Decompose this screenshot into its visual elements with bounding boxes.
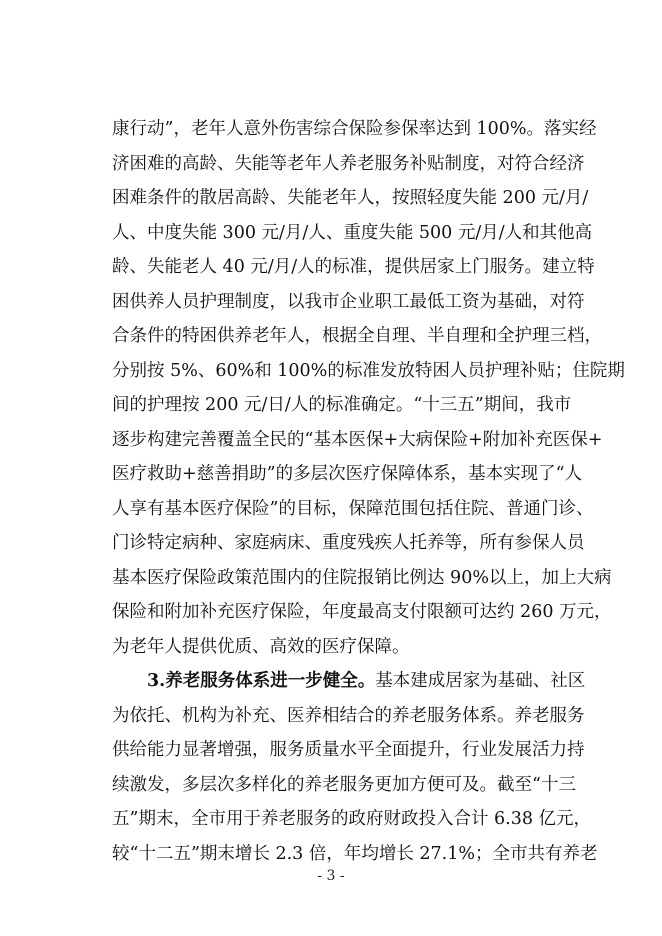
text-line: 供给能力显著增强，服务质量水平全面提升，行业发展活力持: [112, 740, 585, 760]
paragraph-2-first-line: [112, 664, 586, 699]
text-line: 续激发，多层次多样化的养老服务更加方便可及。截至“十三: [112, 774, 576, 795]
text-line: 合条件的特困供养老年人，根据全自理、半自理和全护理三档，: [112, 326, 602, 346]
text-line: 为老年人提供优质、高效的医疗保障。: [112, 636, 410, 657]
text-line: 人享有基本医疗保险”的目标，保障范围包括住院、普通门诊、: [112, 498, 594, 519]
section-heading: 3.养老服务体系进一步健全。: [147, 671, 376, 691]
text-line: 困供养人员护理制度，以我市企业职工最低工资为基础，对符: [112, 291, 585, 312]
text-line: 龄、失能老人 40 元/月/人的标准，提供居家上门服务。建立特: [112, 257, 595, 277]
text-line: 门诊特定病种、家庭病床、重度残疾人托养等，所有参保人员: [112, 533, 585, 553]
text-line: 保险和附加补充医疗保险，年度最高支付限额可达约 260 万元，: [112, 602, 612, 622]
text-line: 分别按 5%、60%和 100%的标准发放特困人员护理补贴；住院期: [112, 360, 625, 381]
text-line: 逐步构建完善覆盖全民的“基本医保+大病保险+附加补充医保+: [112, 429, 603, 450]
text-line: 医疗救助+慈善捐助”的多层次医疗保障体系，基本实现了“人: [112, 464, 583, 484]
text-line: 济困难的高龄、失能等老年人养老服务补贴制度，对符合经济: [112, 153, 585, 174]
text-line: 间的护理按 200 元/日/人的标准确定。“十三五”期间，我市: [112, 395, 572, 415]
paragraph-2-first-line-text: 基本建成居家为基础、社区: [375, 671, 586, 691]
text-line: 康行动”，老年人意外伤害综合保险参保率达到 100%。落实经: [112, 119, 597, 139]
text-line: 人、中度失能 300 元/月/人、重度失能 500 元/月/人和其他高: [112, 222, 593, 243]
document-body: [112, 112, 625, 871]
page-number: - 3 -: [317, 868, 345, 884]
paragraph-2-lines: [112, 699, 598, 872]
paragraph-1: [112, 112, 625, 664]
text-line: 五”期末，全市用于养老服务的政府财政投入合计 6.38 亿元，: [112, 809, 592, 829]
text-line: 困难条件的散居高龄、失能老年人，按照轻度失能 200 元/月/: [112, 188, 589, 208]
text-line: 基本医疗保险政策范围内的住院报销比例达 90%以上，加上大病: [112, 567, 612, 588]
text-line: 为依托、机构为补充、医养相结合的养老服务体系。养老服务: [112, 705, 585, 726]
paragraph-2: [112, 664, 598, 871]
text-line: 较“十二五”期末增长 2.3 倍，年均增长 27.1%；全市共有养老: [112, 843, 598, 864]
